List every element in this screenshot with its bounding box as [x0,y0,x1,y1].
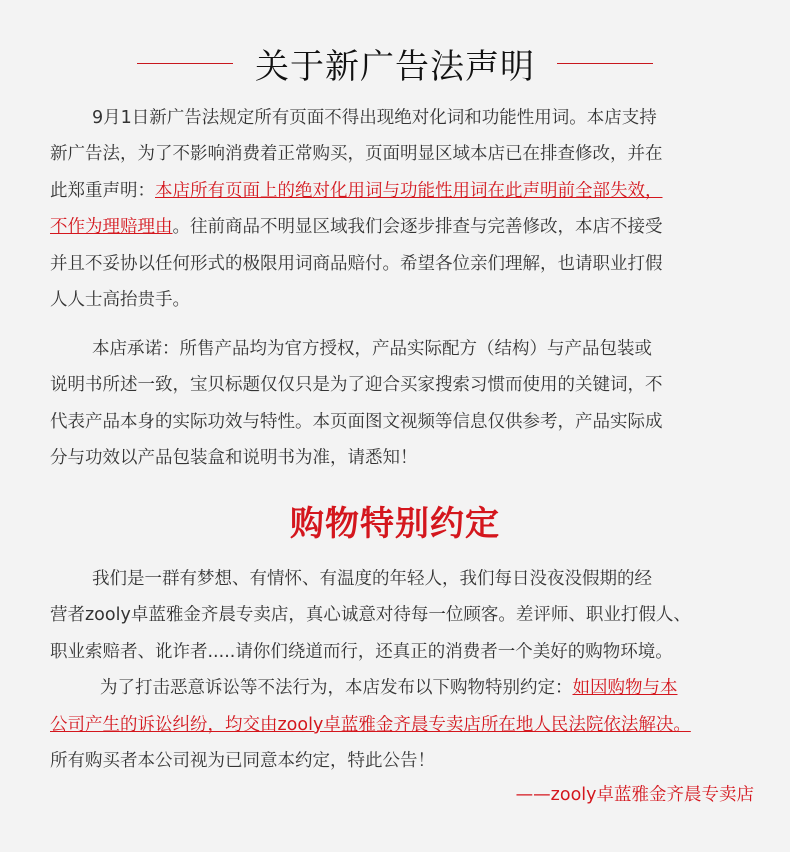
title-divider-right [557,63,653,64]
disclaimer-highlight: 不作为理赔理由 [50,217,173,238]
agreement-line: 所有购买者本公司视为已同意本约定，特此公告！ [50,751,435,772]
agreement-line [50,670,770,706]
disclaimer-highlight: 本店所有页面上的绝对化用词与功能性用词在此声明前全部失效， [155,180,663,201]
statement-line: 并且不妥协以任何形式的极限用词商品赔付。希望各位亲们理解，也请职业打假 [50,253,663,274]
agreement-line: 我们是一群有梦想、有情怀、有温度的年轻人，我们每日没夜没假期的经 [92,569,652,589]
jurisdiction-highlight: 公司产生的诉讼纠纷，均交由zooly卓蓝雅金齐晨专卖店所在地人民法院依法解决。 [50,714,691,735]
agreement-line: 职业索赔者、讹诈者.....请你们绕道而行，还真正的消费者一个美好的购物环境。 [50,641,673,662]
statement-paragraph [50,100,770,318]
promise-line: 本店承诺：所售产品均为官方授权，产品实际配方（结构）与产品包装或 [92,339,652,359]
promise-paragraph [50,331,770,477]
promise-line: 分与功效以产品包装盒和说明书为准，请悉知！ [50,448,418,469]
statement-line: 新广告法，为了不影响消费着正常购买，页面明显区域本店已在排查修改，并在 [50,144,663,165]
statement-text: 此郑重声明： [50,180,155,201]
agreement-line [50,707,770,743]
header [0,38,790,88]
title-divider-left [137,63,233,64]
page-title: 关于新广告法声明 [255,46,535,87]
promise-line: 代表产品本身的实际功效与特性。本页面图文视频等信息仅供参考，产品实际成 [50,411,663,432]
agreement-title: 购物特别约定 [290,504,500,544]
statement-line [50,173,770,209]
agreement-paragraph [50,561,770,779]
jurisdiction-highlight: 如因购物与本 [572,678,678,699]
statement-line: 9月1日新广告法规定所有页面不得出现绝对化词和功能性用词。本店支持 [92,108,657,128]
statement-text: 。往前商品不明显区域我们会逐步排查与完善修改，本店不接受 [172,217,663,238]
agreement-text: 为了打击恶意诉讼等不法行为，本店发布以下购物特别约定： [100,678,573,699]
statement-line: 人人士高抬贵手。 [50,290,190,311]
agreement-line: 营者zooly卓蓝雅金齐晨专卖店，真心诚意对待每一位顾客。差评师、职业打假人、 [50,605,691,626]
statement-line [50,209,770,245]
store-signature: ——zooly卓蓝雅金齐晨专卖店 [515,785,754,805]
promise-line: 说明书所述一致，宝贝标题仅仅只是为了迎合买家搜索习惯而使用的关键词，不 [50,375,663,396]
